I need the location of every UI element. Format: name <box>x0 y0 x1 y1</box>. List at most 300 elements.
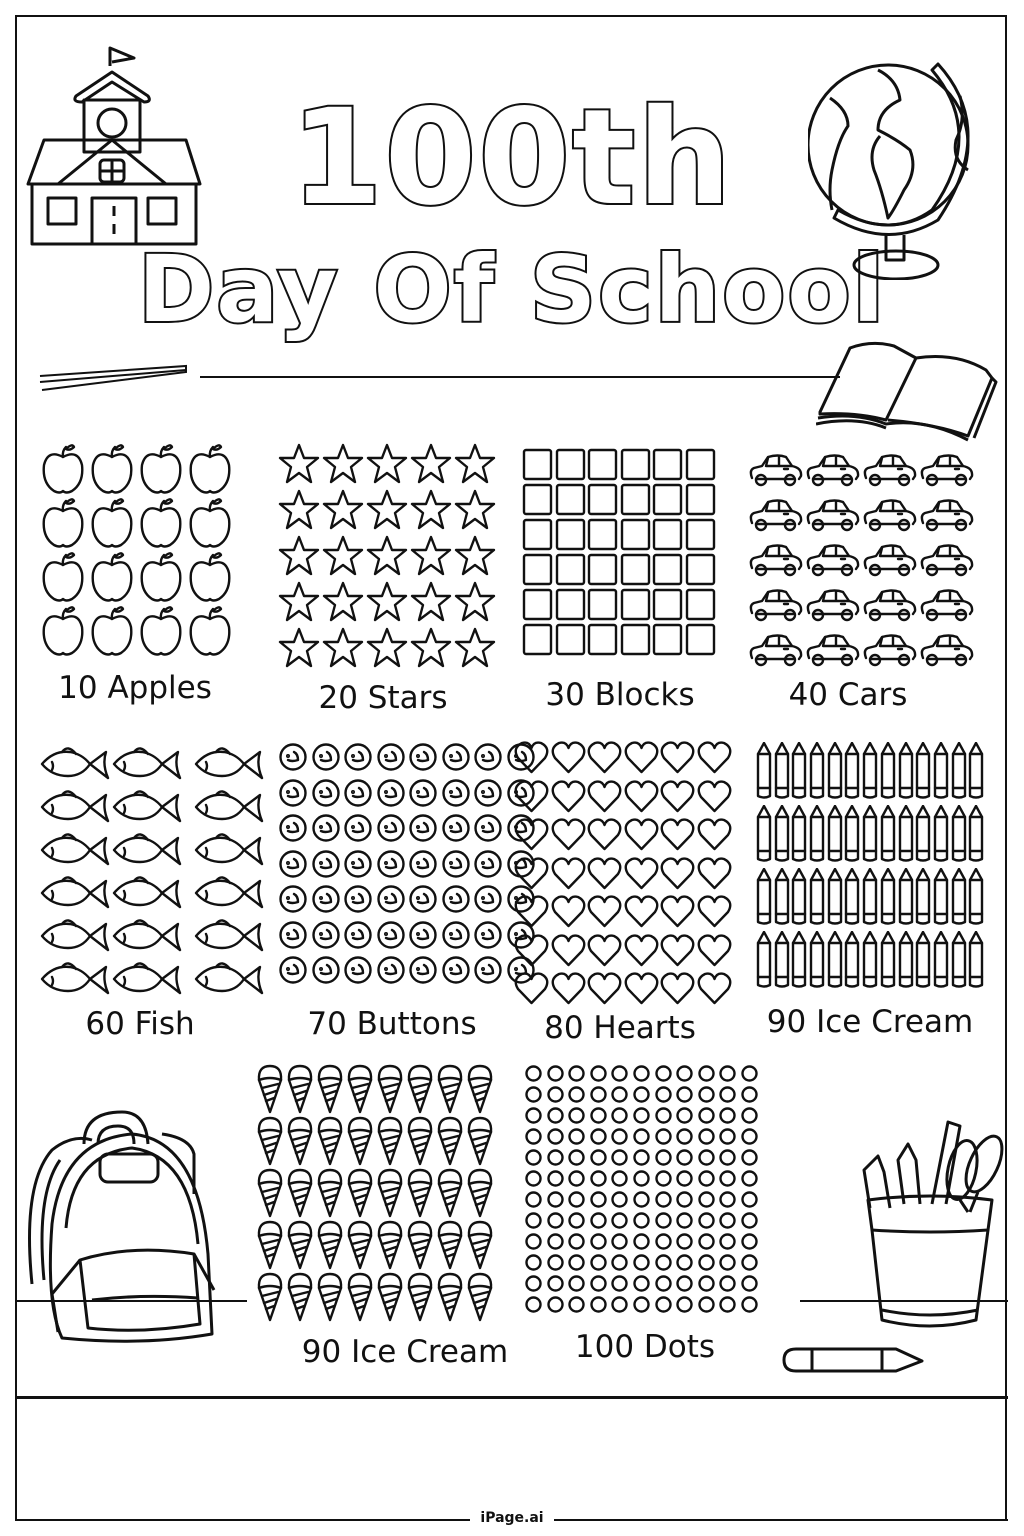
dot-icon <box>697 1295 719 1316</box>
section-label-pencils: 90 Ice Cream <box>766 1004 974 1040</box>
pencil-icon <box>915 805 933 868</box>
ice-cream-cone-icon <box>286 1116 316 1168</box>
heart-icon <box>660 856 697 895</box>
car-icon <box>805 497 862 542</box>
dot-icon <box>697 1085 719 1106</box>
button-icon <box>473 920 506 956</box>
car-icon <box>919 452 976 497</box>
dot-icon <box>632 1127 654 1148</box>
apple-icon <box>89 443 138 497</box>
ice-cream-cone-icon <box>316 1272 346 1324</box>
fish-icon <box>194 914 266 957</box>
dot-icon <box>610 1253 632 1274</box>
ice-cream-cone-icon <box>316 1168 346 1220</box>
ice-cream-cone-icon <box>466 1116 496 1168</box>
dot-icon <box>589 1274 611 1295</box>
dot-icon <box>740 1127 762 1148</box>
dot-icon <box>675 1211 697 1232</box>
button-icon <box>311 955 344 991</box>
pencil-icon <box>862 805 880 868</box>
pencil-icon <box>880 805 898 868</box>
block-icon <box>652 588 685 623</box>
button-icon <box>376 742 409 778</box>
heart-icon <box>697 740 734 779</box>
ruler-decoration <box>38 364 188 392</box>
button-icon <box>278 884 311 920</box>
dot-icon <box>632 1295 654 1316</box>
dot-icon <box>654 1211 676 1232</box>
ice-cream-cone-icon <box>256 1272 286 1324</box>
block-icon <box>522 553 555 588</box>
pencil-icon <box>880 742 898 805</box>
dot-icon <box>740 1190 762 1211</box>
apple-icon <box>40 497 89 551</box>
dot-icon <box>610 1211 632 1232</box>
pencil-icon <box>791 868 809 931</box>
apple-icon <box>138 551 187 605</box>
pencil-icon <box>827 805 845 868</box>
dot-icon <box>697 1211 719 1232</box>
pencil-icon <box>880 931 898 994</box>
block-icon <box>652 518 685 553</box>
star-icon <box>278 535 322 581</box>
block-icon <box>555 588 588 623</box>
pencil-icon <box>844 868 862 931</box>
bottom-divider <box>15 1396 1008 1399</box>
button-icon <box>473 813 506 849</box>
dot-icon <box>546 1169 568 1190</box>
dot-icon <box>524 1064 546 1085</box>
pencil-icon <box>880 868 898 931</box>
pencil-icon <box>968 742 986 805</box>
dot-icon <box>718 1148 740 1169</box>
star-icon <box>278 443 322 489</box>
pencil-icon <box>844 805 862 868</box>
brand-watermark <box>0 1510 1024 1526</box>
ice-cream-cone-icon <box>376 1064 406 1116</box>
dot-icon <box>632 1064 654 1085</box>
star-icon <box>322 489 366 535</box>
car-icon <box>862 587 919 632</box>
crayon-icon <box>782 1345 928 1375</box>
hearts-grid <box>514 740 733 1010</box>
section-label-hearts: 80 Hearts <box>544 1010 696 1046</box>
ice-cream-cone-icon <box>286 1064 316 1116</box>
pencil-icon <box>968 868 986 931</box>
dot-icon <box>610 1127 632 1148</box>
block-icon <box>522 518 555 553</box>
heart-icon <box>697 856 734 895</box>
dot-icon <box>524 1274 546 1295</box>
car-icon <box>748 452 805 497</box>
block-icon <box>522 623 555 658</box>
button-icon <box>376 778 409 814</box>
pencil-icon <box>791 931 809 994</box>
heart-icon <box>551 740 588 779</box>
page-title-text: Day Of School <box>137 236 887 343</box>
ice-cream-cone-icon <box>316 1220 346 1272</box>
star-icon <box>454 627 498 673</box>
button-icon <box>343 813 376 849</box>
dot-icon <box>718 1295 740 1316</box>
dot-icon <box>610 1106 632 1127</box>
section-label-buttons: 70 Buttons <box>307 1006 477 1042</box>
button-icon <box>343 884 376 920</box>
button-icon <box>343 955 376 991</box>
dots-grid <box>524 1064 762 1316</box>
pencil-icon <box>951 742 969 805</box>
ice-cream-cone-icon <box>466 1272 496 1324</box>
pencil-icon <box>791 742 809 805</box>
ice-cream-cone-icon <box>406 1116 436 1168</box>
pencil-icon <box>915 868 933 931</box>
button-icon <box>343 849 376 885</box>
button-icon <box>441 742 474 778</box>
apple-icon <box>187 497 236 551</box>
dot-icon <box>589 1127 611 1148</box>
pencil-icon <box>898 805 916 868</box>
ice-cream-cone-icon <box>436 1220 466 1272</box>
fish-icon <box>40 742 112 785</box>
button-icon <box>311 778 344 814</box>
dot-icon <box>567 1127 589 1148</box>
fish-icon <box>112 742 194 785</box>
ice-cream-cone-icon <box>406 1064 436 1116</box>
dot-icon <box>610 1274 632 1295</box>
dot-icon <box>589 1211 611 1232</box>
dot-icon <box>740 1064 762 1085</box>
heart-icon <box>514 779 551 818</box>
dot-icon <box>632 1169 654 1190</box>
block-icon <box>685 518 718 553</box>
heart-icon <box>697 971 734 1010</box>
dot-icon <box>718 1190 740 1211</box>
heart-icon <box>660 817 697 856</box>
button-icon <box>311 884 344 920</box>
blocks-grid <box>522 448 717 658</box>
star-icon <box>410 489 454 535</box>
dot-icon <box>632 1253 654 1274</box>
dot-icon <box>546 1148 568 1169</box>
pencil-cup-icon <box>860 1120 1010 1334</box>
dot-icon <box>740 1085 762 1106</box>
pencil-icon <box>968 805 986 868</box>
heart-icon <box>660 894 697 933</box>
ice-cream-cone-icon <box>346 1220 376 1272</box>
star-icon <box>322 627 366 673</box>
fish-icon <box>112 914 194 957</box>
dot-icon <box>632 1190 654 1211</box>
ice-cream-cone-icon <box>346 1116 376 1168</box>
ice-cream-cone-icon <box>466 1064 496 1116</box>
star-icon <box>278 627 322 673</box>
ice-cream-cone-icon <box>466 1168 496 1220</box>
dot-icon <box>589 1085 611 1106</box>
button-icon <box>473 884 506 920</box>
pencil-icon <box>774 742 792 805</box>
button-icon <box>376 849 409 885</box>
dot-icon <box>697 1232 719 1253</box>
dot-icon <box>740 1106 762 1127</box>
dot-icon <box>546 1295 568 1316</box>
car-icon <box>862 452 919 497</box>
dot-icon <box>524 1211 546 1232</box>
fish-grid <box>40 742 266 1000</box>
dot-icon <box>740 1169 762 1190</box>
dot-icon <box>740 1295 762 1316</box>
heart-icon <box>624 856 661 895</box>
dot-icon <box>654 1148 676 1169</box>
car-icon <box>919 632 976 677</box>
dot-icon <box>632 1274 654 1295</box>
apple-icon <box>138 605 187 659</box>
dot-icon <box>524 1106 546 1127</box>
ice-cream-cone-icon <box>436 1272 466 1324</box>
dot-icon <box>546 1274 568 1295</box>
block-icon <box>620 518 653 553</box>
star-icon <box>366 627 410 673</box>
dot-icon <box>740 1211 762 1232</box>
block-icon <box>620 448 653 483</box>
dot-icon <box>567 1211 589 1232</box>
block-icon <box>587 448 620 483</box>
dot-icon <box>654 1295 676 1316</box>
heart-icon <box>551 894 588 933</box>
pencil-icon <box>774 805 792 868</box>
apple-icon <box>138 443 187 497</box>
dot-icon <box>610 1169 632 1190</box>
globe-icon <box>808 60 978 280</box>
dot-icon <box>632 1211 654 1232</box>
dot-icon <box>675 1106 697 1127</box>
heart-icon <box>514 933 551 972</box>
button-icon <box>473 849 506 885</box>
section-label-stars: 20 Stars <box>318 680 448 716</box>
block-icon <box>620 483 653 518</box>
pencil-icon <box>862 868 880 931</box>
heart-icon <box>587 779 624 818</box>
dot-icon <box>718 1085 740 1106</box>
ice-cream-cone-icon <box>376 1116 406 1168</box>
button-icon <box>441 884 474 920</box>
block-icon <box>555 448 588 483</box>
car-icon <box>919 542 976 587</box>
ice-cream-cone-icon <box>316 1116 346 1168</box>
car-icon <box>805 587 862 632</box>
apple-icon <box>89 551 138 605</box>
star-icon <box>454 581 498 627</box>
button-icon <box>278 849 311 885</box>
block-icon <box>555 483 588 518</box>
ice-cream-cone-icon <box>406 1220 436 1272</box>
car-icon <box>862 497 919 542</box>
title-divider <box>200 376 840 378</box>
button-icon <box>278 742 311 778</box>
block-icon <box>620 623 653 658</box>
dot-icon <box>567 1253 589 1274</box>
dot-icon <box>524 1253 546 1274</box>
dot-icon <box>697 1190 719 1211</box>
pencil-icon <box>756 931 774 994</box>
car-icon <box>805 632 862 677</box>
pencil-icon <box>809 931 827 994</box>
section-label-cars: 40 Cars <box>788 677 908 713</box>
button-icon <box>408 955 441 991</box>
button-icon <box>311 849 344 885</box>
star-icon <box>278 489 322 535</box>
fish-icon <box>40 828 112 871</box>
pencil-icon <box>827 742 845 805</box>
pencil-icon <box>809 868 827 931</box>
ice-cream-cone-icon <box>256 1116 286 1168</box>
button-icon <box>441 813 474 849</box>
fish-icon <box>194 957 266 1000</box>
dot-icon <box>610 1232 632 1253</box>
dot-icon <box>654 1232 676 1253</box>
block-icon <box>587 483 620 518</box>
apple-icon <box>138 497 187 551</box>
car-icon <box>748 587 805 632</box>
dot-icon <box>589 1253 611 1274</box>
button-icon <box>473 955 506 991</box>
heart-icon <box>587 817 624 856</box>
ice-cream-cone-icon <box>286 1168 316 1220</box>
block-icon <box>522 588 555 623</box>
heart-icon <box>660 779 697 818</box>
button-icon <box>311 920 344 956</box>
dot-icon <box>632 1085 654 1106</box>
dot-icon <box>589 1106 611 1127</box>
dot-icon <box>632 1148 654 1169</box>
dot-icon <box>567 1064 589 1085</box>
heart-icon <box>514 740 551 779</box>
ice-cream-cone-icon <box>376 1220 406 1272</box>
heart-icon <box>660 740 697 779</box>
button-icon <box>376 813 409 849</box>
ice-cream-grid <box>256 1064 496 1324</box>
pencil-icon <box>915 931 933 994</box>
heart-icon <box>624 894 661 933</box>
pencil-icon <box>774 931 792 994</box>
button-icon <box>376 884 409 920</box>
fish-icon <box>194 742 266 785</box>
star-icon <box>410 581 454 627</box>
pencil-icon <box>756 805 774 868</box>
pencil-icon <box>809 742 827 805</box>
dot-icon <box>697 1106 719 1127</box>
block-icon <box>522 448 555 483</box>
dot-icon <box>632 1106 654 1127</box>
pencil-icon <box>951 931 969 994</box>
button-icon <box>343 742 376 778</box>
pencil-icon <box>898 868 916 931</box>
dot-icon <box>610 1085 632 1106</box>
dot-icon <box>675 1190 697 1211</box>
dot-icon <box>718 1232 740 1253</box>
apple-icon <box>187 551 236 605</box>
apple-icon <box>89 605 138 659</box>
star-icon <box>322 443 366 489</box>
open-book-icon <box>816 336 1002 442</box>
block-icon <box>685 448 718 483</box>
dot-icon <box>567 1274 589 1295</box>
ice-cream-cone-icon <box>346 1272 376 1324</box>
dot-icon <box>546 1127 568 1148</box>
dot-icon <box>654 1106 676 1127</box>
block-icon <box>685 483 718 518</box>
heart-icon <box>551 971 588 1010</box>
heart-icon <box>660 971 697 1010</box>
car-icon <box>748 632 805 677</box>
button-icon <box>473 778 506 814</box>
ice-cream-cone-icon <box>376 1272 406 1324</box>
pencil-icon <box>791 805 809 868</box>
block-icon <box>620 553 653 588</box>
stars-grid <box>278 443 498 673</box>
dot-icon <box>524 1127 546 1148</box>
dot-icon <box>675 1169 697 1190</box>
dot-icon <box>567 1148 589 1169</box>
block-icon <box>555 518 588 553</box>
heart-icon <box>624 971 661 1010</box>
car-icon <box>862 632 919 677</box>
heart-icon <box>624 817 661 856</box>
buttons-grid <box>278 742 538 991</box>
block-icon <box>522 483 555 518</box>
dot-icon <box>567 1232 589 1253</box>
page-title-number: 100th <box>290 81 734 235</box>
pencil-icon <box>933 742 951 805</box>
dot-icon <box>675 1232 697 1253</box>
dot-icon <box>567 1085 589 1106</box>
apples-grid <box>40 443 236 659</box>
heart-icon <box>514 971 551 1010</box>
car-icon <box>805 452 862 497</box>
button-icon <box>408 920 441 956</box>
pencil-icon <box>933 931 951 994</box>
dot-icon <box>546 1106 568 1127</box>
schoolhouse-icon <box>26 44 202 248</box>
apple-icon <box>40 443 89 497</box>
star-icon <box>410 443 454 489</box>
heart-icon <box>587 740 624 779</box>
section-label-fish: 60 Fish <box>85 1006 195 1042</box>
heart-icon <box>587 856 624 895</box>
button-icon <box>408 884 441 920</box>
dot-icon <box>718 1169 740 1190</box>
ice-cream-cone-icon <box>256 1220 286 1272</box>
dot-icon <box>718 1274 740 1295</box>
star-icon <box>366 535 410 581</box>
button-icon <box>408 849 441 885</box>
backpack-icon <box>22 1104 222 1344</box>
star-icon <box>410 535 454 581</box>
pencil-icon <box>809 805 827 868</box>
heart-icon <box>624 779 661 818</box>
star-icon <box>366 581 410 627</box>
heart-icon <box>587 933 624 972</box>
dot-icon <box>589 1148 611 1169</box>
dot-icon <box>567 1190 589 1211</box>
dot-icon <box>654 1085 676 1106</box>
car-icon <box>919 587 976 632</box>
dot-icon <box>524 1232 546 1253</box>
dot-icon <box>654 1274 676 1295</box>
button-icon <box>278 920 311 956</box>
pencil-icon <box>827 931 845 994</box>
block-icon <box>587 553 620 588</box>
ice-cream-cone-icon <box>436 1116 466 1168</box>
